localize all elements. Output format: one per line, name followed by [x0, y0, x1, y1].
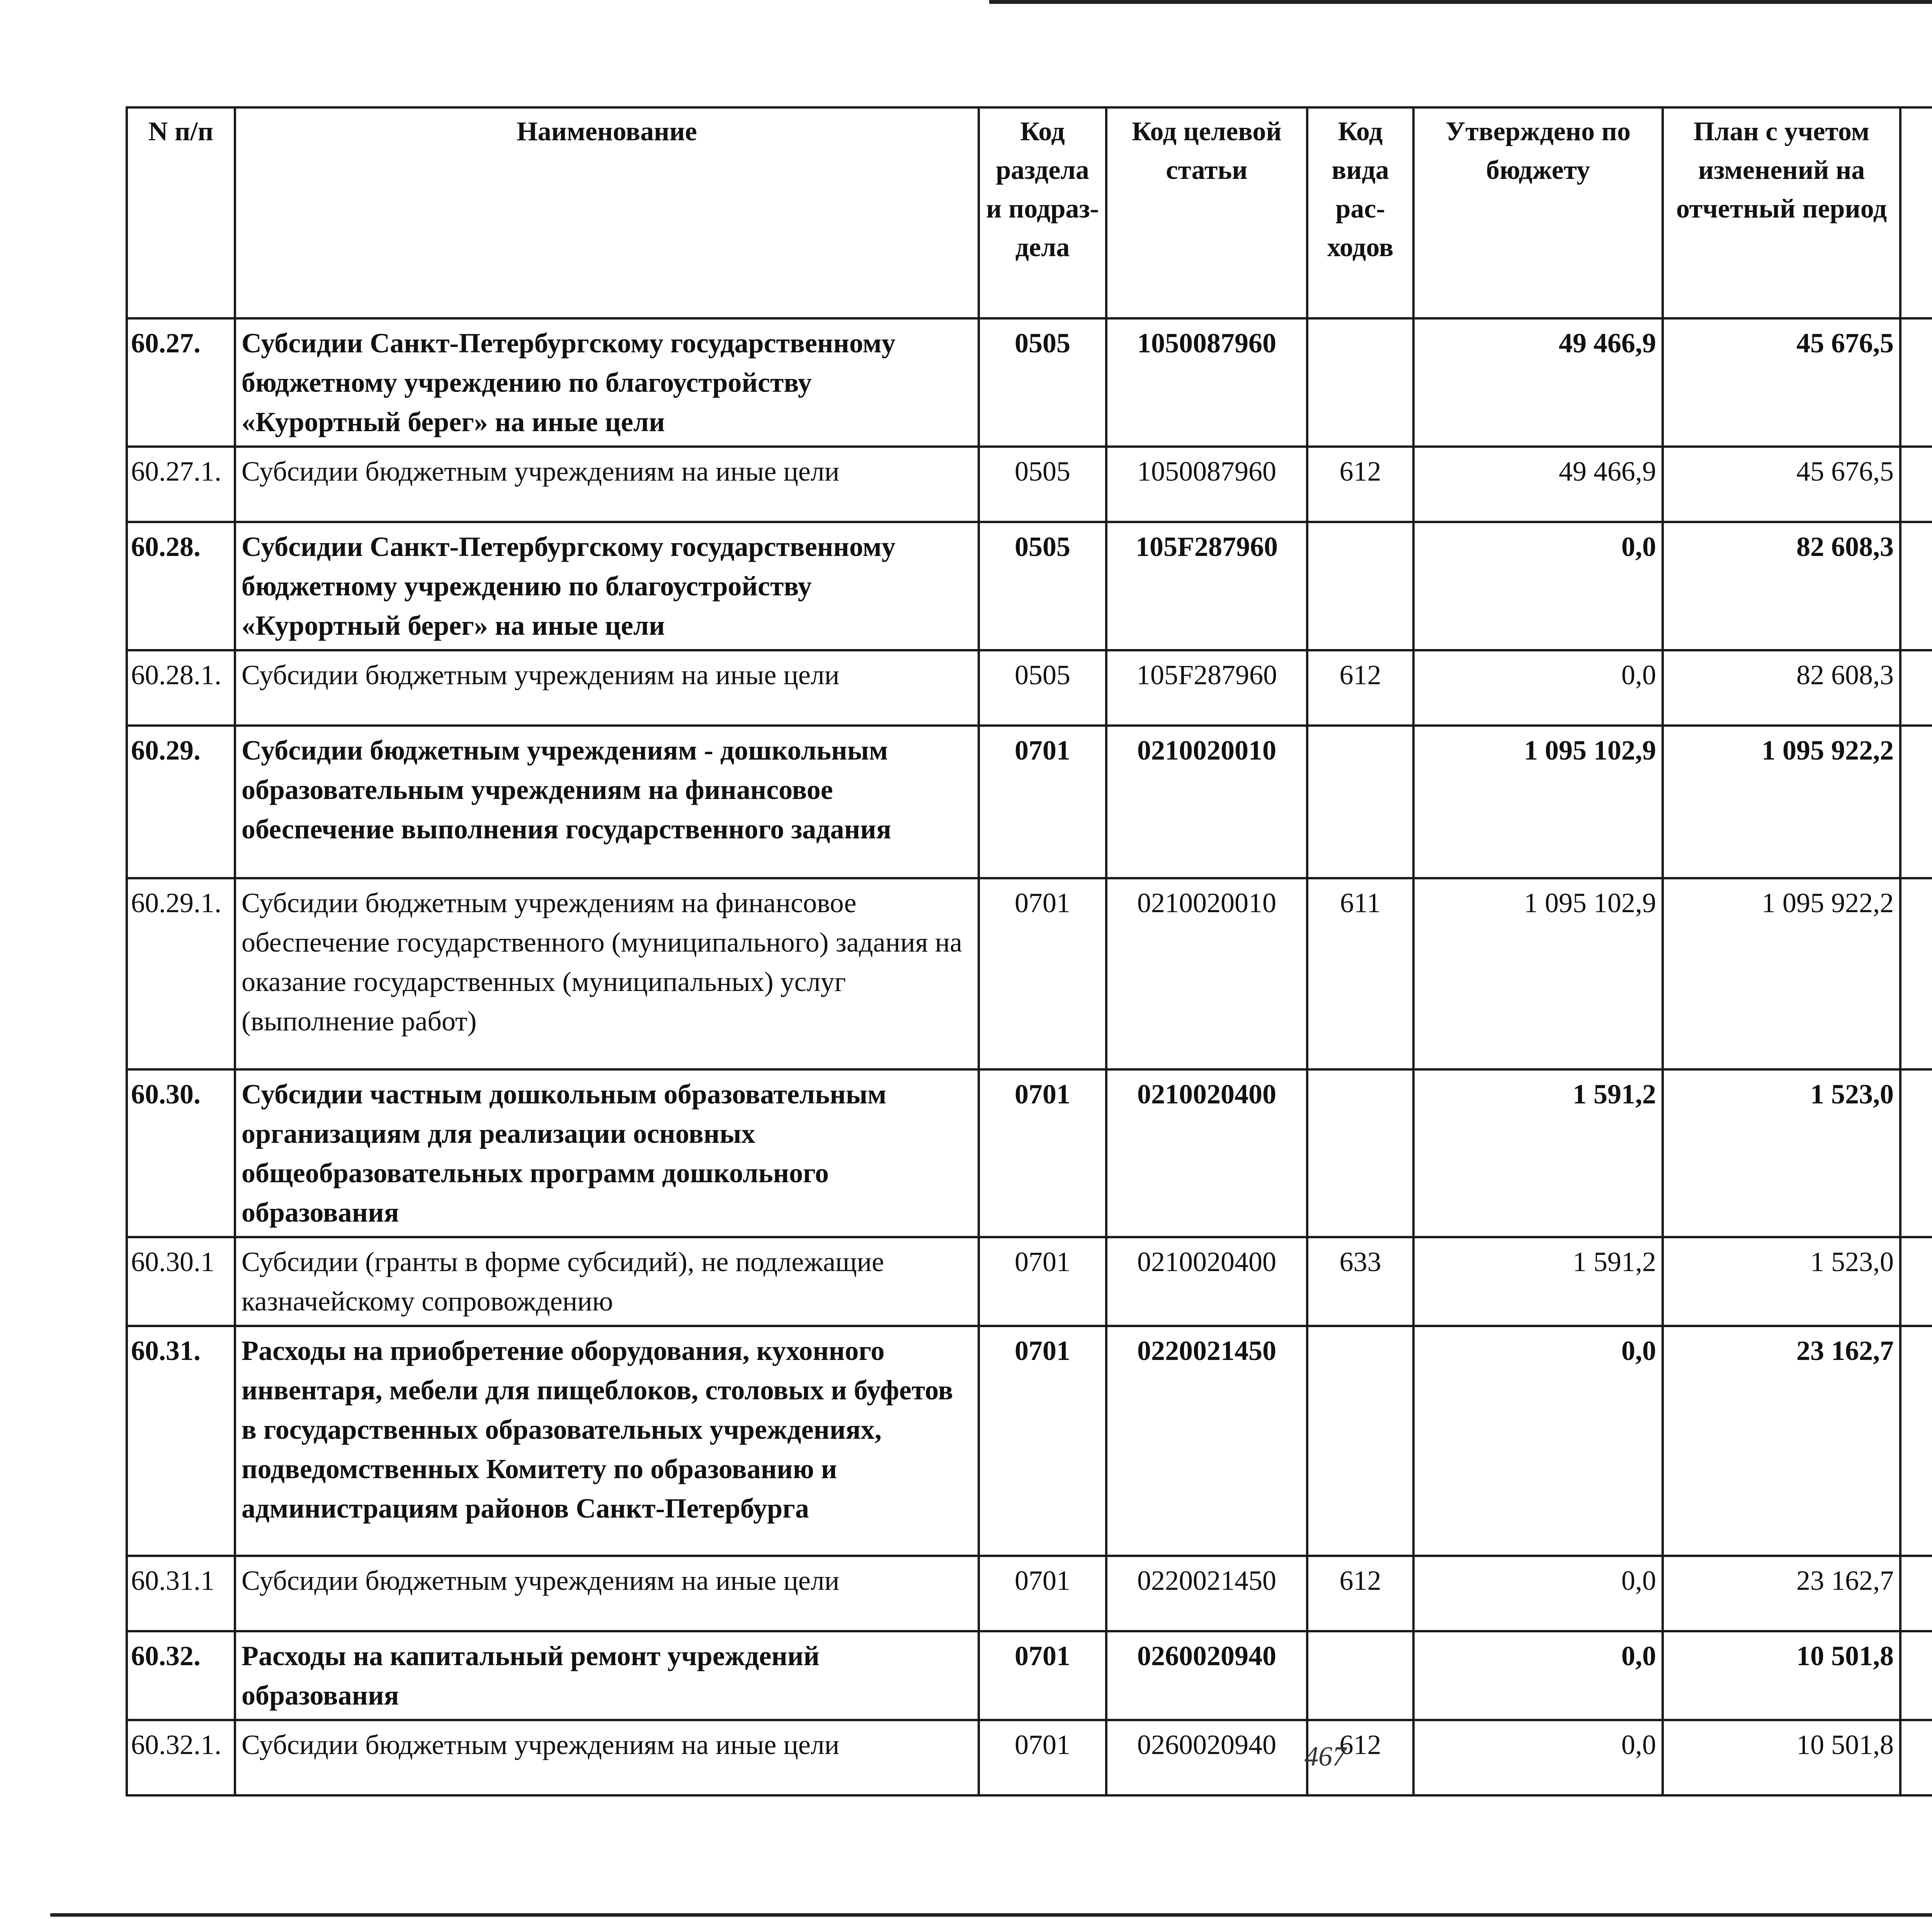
row-section-code: 0505: [979, 447, 1106, 522]
row-number: 60.31.: [127, 1326, 235, 1556]
row-number: 60.31.1: [127, 1556, 235, 1631]
row-name: Субсидии частным дошкольным образовательным организациям для реализации основных общеобразовательных программ дошкольного образования: [235, 1069, 979, 1237]
table-row: [127, 1631, 1932, 1720]
row-expense-type-code: 612: [1307, 1556, 1413, 1631]
row-executed: [1900, 1556, 1932, 1631]
row-section-code: 0701: [979, 1556, 1106, 1631]
row-number: 60.30.: [127, 1069, 235, 1237]
row-expense-type-code: 612: [1307, 1720, 1413, 1795]
row-executed: [1900, 447, 1932, 522]
table-row: [127, 726, 1932, 878]
row-target-code: 0220021450: [1106, 1326, 1307, 1556]
row-target-code: 105F287960: [1106, 522, 1307, 650]
row-executed: [1900, 1631, 1932, 1720]
table-row: [127, 447, 1932, 522]
table-row: [127, 318, 1932, 447]
row-target-code: 0210020400: [1106, 1069, 1307, 1237]
row-plan: 10 501,8: [1663, 1720, 1900, 1795]
row-approved: 1 095 102,9: [1413, 878, 1663, 1069]
row-number: 60.29.1.: [127, 878, 235, 1069]
row-approved: 0,0: [1413, 522, 1663, 650]
row-name: Расходы на приобретение оборудования, кухонного инвентаря, мебели для пищеблоков, столовых и буфетов в государственных образовательных учреждениях, подведомственных Комитету по образованию и администрациям районов Санкт-Петербурга: [235, 1326, 979, 1556]
row-number: 60.30.1: [127, 1237, 235, 1326]
row-plan: 45 676,5: [1663, 447, 1900, 522]
row-executed: [1900, 650, 1932, 726]
header-target-code: Код целевой статьи: [1106, 107, 1307, 318]
header-section-code: Код раздела и подраз- дела: [979, 107, 1106, 318]
row-number: 60.32.1.: [127, 1720, 235, 1795]
header-executed: [1900, 107, 1932, 318]
row-section-code: 0505: [979, 522, 1106, 650]
row-executed: [1900, 522, 1932, 650]
row-expense-type-code: 612: [1307, 650, 1413, 726]
table-row: [127, 1556, 1932, 1631]
row-executed: [1900, 1720, 1932, 1795]
table-row: [127, 1237, 1932, 1326]
row-executed: [1900, 318, 1932, 447]
table-header: [127, 107, 1932, 318]
header-expense-type-code: Код вида рас- ходов: [1307, 107, 1413, 318]
scan-bottom-line: [50, 1913, 1932, 1917]
row-plan: 23 162,7: [1663, 1326, 1900, 1556]
table-body: [127, 318, 1932, 1795]
row-target-code: 105F287960: [1106, 650, 1307, 726]
row-plan: 1 095 922,2: [1663, 878, 1900, 1069]
row-name: Субсидии бюджетным учреждениям на иные цели: [235, 1720, 979, 1795]
row-executed: [1900, 726, 1932, 878]
row-number: 60.27.1.: [127, 447, 235, 522]
row-approved: 0,0: [1413, 1631, 1663, 1720]
row-name: Субсидии бюджетным учреждениям на иные цели: [235, 650, 979, 726]
row-number: 60.27.: [127, 318, 235, 447]
row-section-code: 0701: [979, 878, 1106, 1069]
row-name: Субсидии бюджетным учреждениям на финансовое обеспечение государственного (муниципального) задания на оказание государственных (муниципальных) услуг (выполнение работ): [235, 878, 979, 1069]
row-section-code: 0505: [979, 318, 1106, 447]
row-name: Субсидии бюджетным учреждениям на иные цели: [235, 1556, 979, 1631]
row-approved: 49 466,9: [1413, 318, 1663, 447]
row-plan: 45 676,5: [1663, 318, 1900, 447]
row-approved: 1 591,2: [1413, 1069, 1663, 1237]
row-executed: [1900, 1237, 1932, 1326]
page-number: 467: [1304, 1741, 1346, 1772]
row-expense-type-code: [1307, 726, 1413, 878]
row-number: 60.28.1.: [127, 650, 235, 726]
row-approved: 0,0: [1413, 1556, 1663, 1631]
row-plan: 1 095 922,2: [1663, 726, 1900, 878]
row-number: 60.28.: [127, 522, 235, 650]
row-plan: 1 523,0: [1663, 1069, 1900, 1237]
row-target-code: 1050087960: [1106, 318, 1307, 447]
row-section-code: 0701: [979, 1237, 1106, 1326]
row-approved: 0,0: [1413, 650, 1663, 726]
header-approved: Утверждено по бюджету: [1413, 107, 1663, 318]
row-executed: [1900, 1069, 1932, 1237]
budget-execution-table: [126, 106, 1932, 1797]
table-row: [127, 878, 1932, 1069]
row-target-code: 1050087960: [1106, 447, 1307, 522]
row-plan: 82 608,3: [1663, 522, 1900, 650]
row-name: Расходы на капитальный ремонт учреждений образования: [235, 1631, 979, 1720]
row-plan: 82 608,3: [1663, 650, 1900, 726]
row-plan: 23 162,7: [1663, 1556, 1900, 1631]
row-approved: 49 466,9: [1413, 447, 1663, 522]
row-name: Субсидии бюджетным учреждениям на иные цели: [235, 447, 979, 522]
row-section-code: 0701: [979, 1631, 1106, 1720]
row-name: Субсидии (гранты в форме субсидий), не подлежащие казначейскому сопровождению: [235, 1237, 979, 1326]
row-number: 60.32.: [127, 1631, 235, 1720]
header-name: Наименование: [235, 107, 979, 318]
row-target-code: 0210020400: [1106, 1237, 1307, 1326]
row-expense-type-code: [1307, 1631, 1413, 1720]
table-row: [127, 1069, 1932, 1237]
row-section-code: 0505: [979, 650, 1106, 726]
table-row: [127, 650, 1932, 726]
row-approved: 0,0: [1413, 1326, 1663, 1556]
header-num: N п/п: [127, 107, 235, 318]
row-plan: 10 501,8: [1663, 1631, 1900, 1720]
table-row: [127, 522, 1932, 650]
table-row: [127, 1326, 1932, 1556]
row-target-code: 0220021450: [1106, 1556, 1307, 1631]
scan-top-line: [989, 0, 1932, 4]
row-approved: 1 591,2: [1413, 1237, 1663, 1326]
table-row: [127, 1720, 1932, 1795]
row-target-code: 0210020010: [1106, 878, 1307, 1069]
row-executed: [1900, 878, 1932, 1069]
row-approved: 0,0: [1413, 1720, 1663, 1795]
row-expense-type-code: 611: [1307, 878, 1413, 1069]
row-section-code: 0701: [979, 1720, 1106, 1795]
row-target-code: 0260020940: [1106, 1631, 1307, 1720]
row-expense-type-code: [1307, 522, 1413, 650]
row-section-code: 0701: [979, 1069, 1106, 1237]
row-target-code: 0210020010: [1106, 726, 1307, 878]
row-approved: 1 095 102,9: [1413, 726, 1663, 878]
row-plan: 1 523,0: [1663, 1237, 1900, 1326]
row-name: Субсидии Санкт-Петербургскому государственному бюджетному учреждению по благоустройству «Курортный берег» на иные цели: [235, 318, 979, 447]
row-expense-type-code: 633: [1307, 1237, 1413, 1326]
row-expense-type-code: [1307, 1326, 1413, 1556]
row-expense-type-code: [1307, 1069, 1413, 1237]
row-expense-type-code: 612: [1307, 447, 1413, 522]
row-name: Субсидии бюджетным учреждениям - дошкольным образовательным учреждениям на финансовое обеспечение выполнения государственного задания: [235, 726, 979, 878]
row-section-code: 0701: [979, 726, 1106, 878]
row-number: 60.29.: [127, 726, 235, 878]
row-target-code: 0260020940: [1106, 1720, 1307, 1795]
row-section-code: 0701: [979, 1326, 1106, 1556]
row-expense-type-code: [1307, 318, 1413, 447]
row-name: Субсидии Санкт-Петербургскому государственному бюджетному учреждению по благоустройству «Курортный берег» на иные цели: [235, 522, 979, 650]
header-plan: План с учетом изменений на отчетный период: [1663, 107, 1900, 318]
row-executed: [1900, 1326, 1932, 1556]
